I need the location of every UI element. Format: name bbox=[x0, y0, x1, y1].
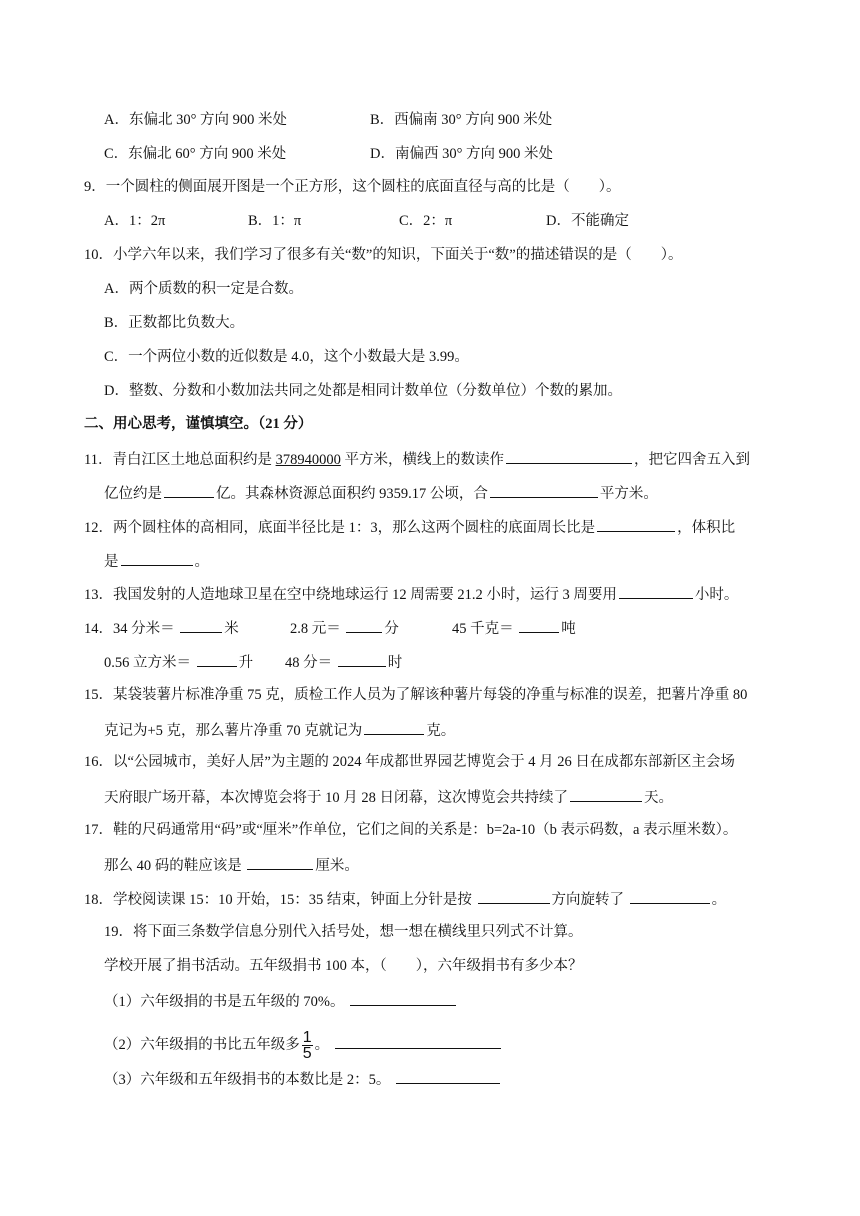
q17-text: 厘米。 bbox=[315, 858, 359, 874]
q8-option-d: D．南偏西 30° 方向 900 米处 bbox=[370, 146, 554, 162]
q18-line bbox=[84, 889, 726, 909]
q18-text: 。 bbox=[711, 892, 727, 908]
q18-text: 18．学校阅读课 15：10 开始，15：35 结束，钟面上分针是按 bbox=[84, 892, 472, 908]
q14-item-d bbox=[104, 652, 253, 672]
q14-unit: 吨 bbox=[561, 621, 576, 637]
q13-text: 小时。 bbox=[694, 587, 739, 603]
q11-text: 亿。其森林资源总面积约 9359.17 公顷，合 bbox=[216, 486, 488, 502]
q11-text: 11．青白江区土地总面积约是 bbox=[84, 452, 276, 468]
q11-text: ，把它四舍五入到 bbox=[633, 452, 750, 468]
q19-stem: 19．将下面三条数学信息分别代入括号处，想一想在横线里只列式不计算。 bbox=[104, 924, 583, 940]
q14-text: 45 千克＝ bbox=[452, 621, 514, 637]
q19-sub-2 bbox=[104, 1030, 503, 1061]
q19-answer-blank[interactable] bbox=[335, 1034, 501, 1049]
q19-sub-1 bbox=[104, 991, 458, 1011]
q11-line1 bbox=[84, 449, 750, 469]
q19-answer-blank[interactable] bbox=[350, 991, 456, 1006]
q9-stem: 9．一个圆柱的侧面展开图是一个正方形，这个圆柱的底面直径与高的比是（ ）。 bbox=[84, 179, 621, 195]
q13-line bbox=[84, 584, 738, 604]
q10-option-b: B．正数都比负数大。 bbox=[104, 315, 245, 331]
q17-answer-blank[interactable] bbox=[247, 855, 313, 870]
fraction-denominator: 5 bbox=[302, 1045, 312, 1062]
q11-text: 亿位约是 bbox=[104, 486, 162, 502]
q14-text: 14．34 分米＝ bbox=[84, 621, 175, 637]
q16-line1: 16．以“公园城市，美好人居”为主题的 2024 年成都世界园艺博览会于 4 月 26 日在成都东部新区主会场 bbox=[84, 754, 735, 770]
fraction-numerator: 1 bbox=[302, 1029, 312, 1046]
q11-text: 平方米，横线上的数读作 bbox=[340, 452, 504, 468]
q9-option-c: C．2：π bbox=[399, 213, 453, 229]
q16-line2 bbox=[104, 787, 673, 807]
q15-answer-blank[interactable] bbox=[364, 720, 424, 735]
q14-text: 48 分＝ bbox=[285, 655, 333, 671]
q17-line2 bbox=[104, 855, 359, 875]
q16-text: 天。 bbox=[644, 790, 673, 806]
q11-text: 平方米。 bbox=[599, 486, 658, 502]
q17-text: 那么 40 码的鞋应该是 bbox=[104, 858, 242, 874]
q12-line2 bbox=[104, 551, 209, 571]
q14-answer-blank[interactable] bbox=[197, 652, 237, 667]
q14-item-a bbox=[84, 618, 239, 638]
q19-text: 。 bbox=[314, 1036, 330, 1053]
q19-context: 学校开展了捐书活动。五年级捐书 100 本，（ ），六年级捐书有多少本？ bbox=[104, 958, 583, 974]
q19-answer-blank[interactable] bbox=[396, 1069, 500, 1084]
q19-sub-3 bbox=[104, 1069, 502, 1089]
q8-option-c: C．东偏北 60° 方向 900 米处 bbox=[104, 146, 287, 162]
q13-answer-blank[interactable] bbox=[619, 584, 693, 599]
q11-underlined-number: 378940000 bbox=[275, 452, 341, 468]
q15-text: 克。 bbox=[426, 723, 456, 739]
q12-answer-blank[interactable] bbox=[121, 551, 193, 566]
q14-answer-blank[interactable] bbox=[519, 618, 559, 633]
q15-text: 克记为+5 克，那么薯片净重 70 克就记为 bbox=[104, 723, 363, 739]
q15-line1: 15．某袋装薯片标准净重 75 克，质检工作人员为了解该种薯片每袋的净重与标准的误差，把薯片净重 80 bbox=[84, 687, 748, 703]
q12-answer-blank[interactable] bbox=[597, 517, 675, 532]
q9-option-a: A．1：2π bbox=[104, 213, 166, 229]
q12-text: 。 bbox=[194, 554, 209, 570]
q8-option-b: B．西偏南 30° 方向 900 米处 bbox=[370, 112, 553, 128]
q18-text: 方向旋转了 bbox=[551, 892, 624, 908]
q19-text: （2）六年级捐的书比五年级多 bbox=[104, 1036, 300, 1053]
q14-answer-blank[interactable] bbox=[346, 618, 382, 633]
q14-unit: 升 bbox=[238, 655, 254, 671]
q12-text: 12．两个圆柱体的高相同，底面半径比是 1：3，那么这两个圆柱的底面周长比是 bbox=[84, 520, 596, 536]
q13-text: 13．我国发射的人造地球卫星在空中绕地球运行 12 周需要 21.2 小时，运行 3 周要用 bbox=[84, 587, 617, 603]
q14-answer-blank[interactable] bbox=[180, 618, 222, 633]
q16-text: 天府眼广场开幕，本次博览会将于 10 月 28 日闭幕，这次博览会共持续了 bbox=[104, 790, 568, 806]
fraction bbox=[302, 1030, 313, 1061]
q14-answer-blank[interactable] bbox=[338, 652, 386, 667]
q14-unit: 米 bbox=[224, 621, 239, 637]
q14-text: 0.56 立方米＝ bbox=[104, 655, 191, 671]
q14-item-c bbox=[452, 618, 576, 638]
q12-line1 bbox=[84, 517, 735, 537]
q10-stem: 10．小学六年以来，我们学习了很多有关“数”的知识，下面关于“数”的描述错误的是（ ）。 bbox=[84, 247, 683, 263]
q14-unit: 分 bbox=[384, 621, 399, 637]
q14-item-b bbox=[290, 618, 399, 638]
q12-text: 是 bbox=[104, 554, 119, 570]
q9-option-b: B．1：π bbox=[248, 213, 302, 229]
q10-option-d: D．整数、分数和小数加法共同之处都是相同计数单位（分数单位）个数的累加。 bbox=[104, 383, 622, 399]
q11-answer-blank[interactable] bbox=[164, 483, 214, 498]
q14-item-e bbox=[285, 652, 402, 672]
q16-answer-blank[interactable] bbox=[570, 787, 642, 802]
q15-line2 bbox=[104, 720, 455, 740]
q19-text: （1）六年级捐的书是五年级的 70%。 bbox=[104, 994, 345, 1010]
q14-text: 2.8 元＝ bbox=[290, 621, 341, 637]
q9-option-d: D．不能确定 bbox=[546, 213, 629, 229]
q14-unit: 时 bbox=[387, 655, 403, 671]
q12-text: ，体积比 bbox=[677, 520, 736, 536]
q8-option-a: A．东偏北 30° 方向 900 米处 bbox=[104, 112, 288, 128]
q19-text: （3）六年级和五年级捐书的本数比是 2：5。 bbox=[104, 1072, 391, 1088]
q11-answer-blank[interactable] bbox=[490, 483, 598, 498]
q17-line1: 17．鞋的尺码通常用“码”或“厘米”作单位，它们之间的关系是：b=2a-10（b 表示码数，a 表示厘米数）。 bbox=[84, 822, 738, 838]
q10-option-c: C．一个两位小数的近似数是 4.0，这个小数最大是 3.99。 bbox=[104, 349, 469, 365]
q18-answer-blank[interactable] bbox=[630, 889, 710, 904]
q18-answer-blank[interactable] bbox=[478, 889, 550, 904]
q11-answer-blank[interactable] bbox=[506, 449, 632, 464]
q11-line2 bbox=[104, 483, 658, 503]
section-heading: 二、用心思考，谨慎填空。（21 分） bbox=[84, 416, 313, 432]
q10-option-a: A．两个质数的积一定是合数。 bbox=[104, 281, 303, 297]
